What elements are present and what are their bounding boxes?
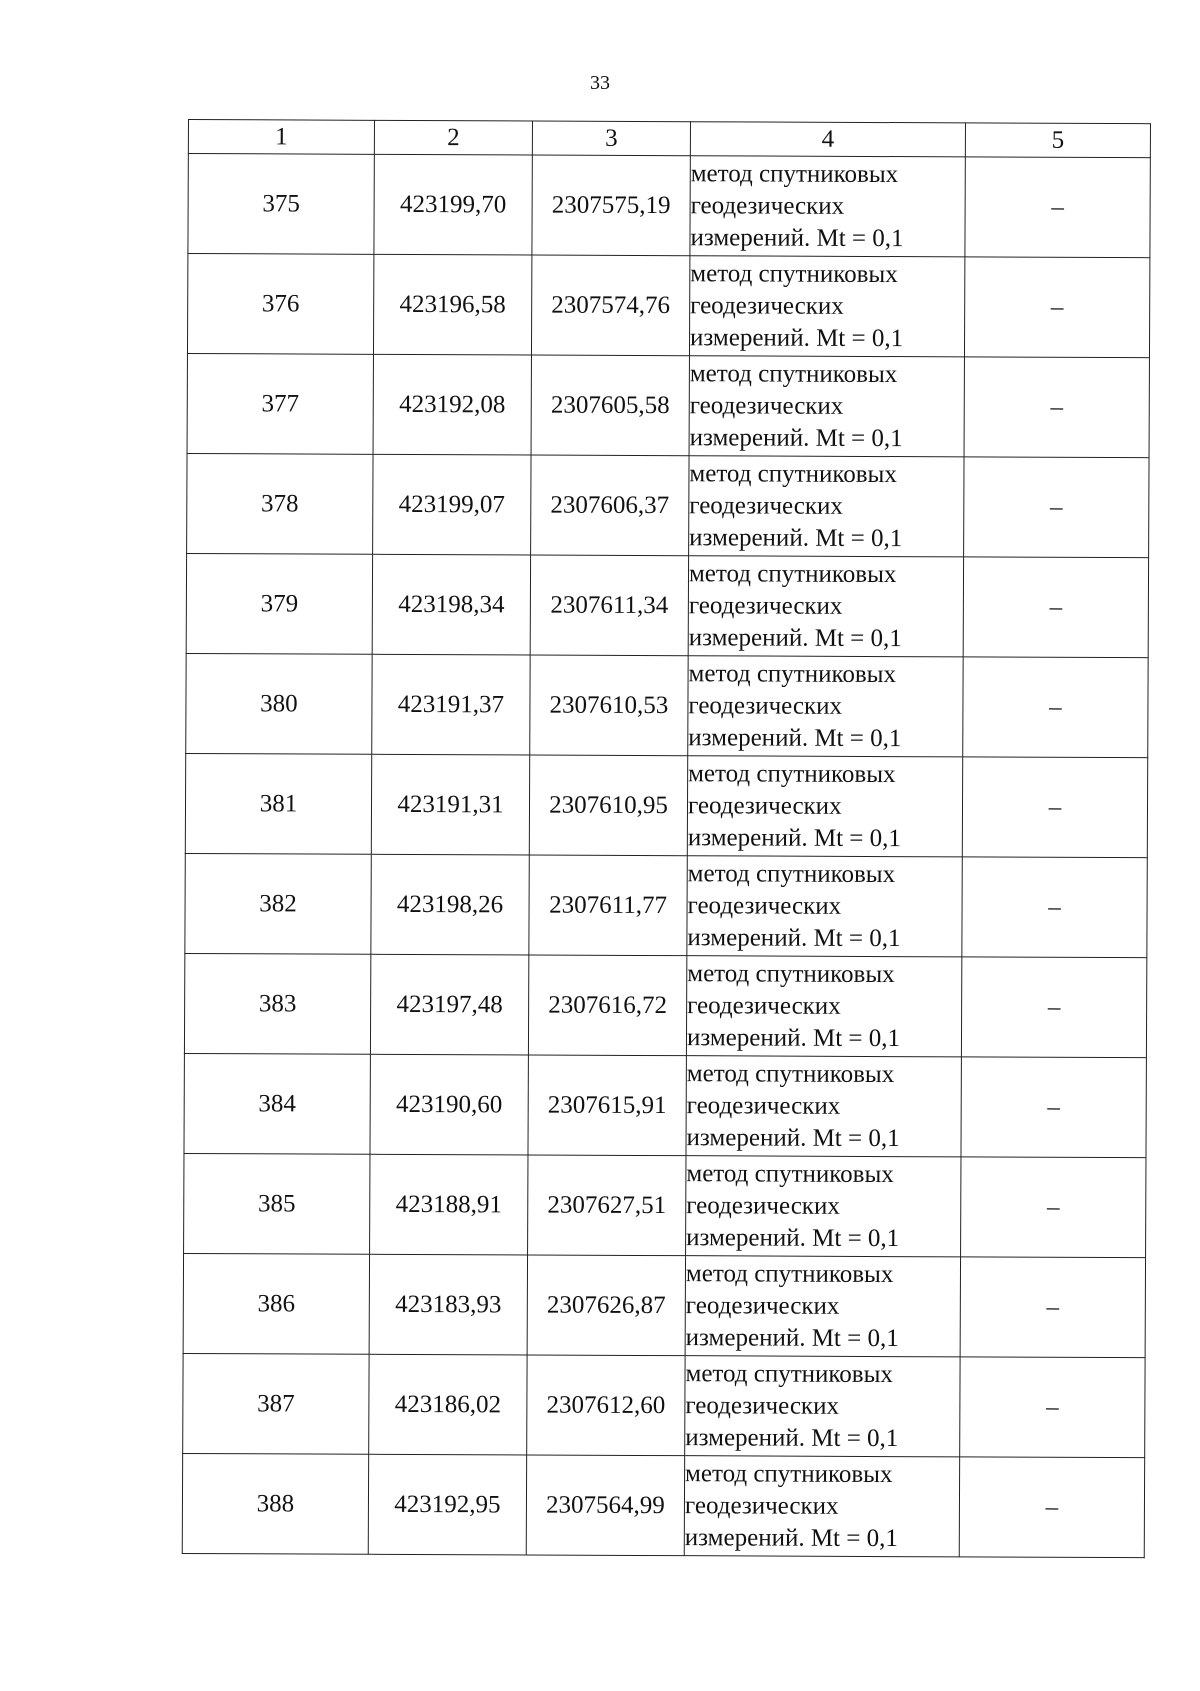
y-coordinate-cell: 2307606,37	[531, 455, 689, 556]
y-coordinate-cell: 2307626,87	[527, 1255, 685, 1356]
header-col-4: 4	[690, 122, 965, 157]
point-number-cell: 379	[186, 553, 372, 654]
x-coordinate-cell: 423183,93	[369, 1254, 527, 1355]
note-cell: –	[962, 857, 1147, 958]
table-row	[187, 453, 1149, 557]
y-coordinate-cell: 2307564,99	[526, 1455, 684, 1556]
method-line: измерений. Mt = 0,1	[690, 223, 904, 252]
method-line: геодезических	[687, 991, 841, 1020]
point-number-cell: 381	[185, 753, 371, 854]
method-line: метод спутниковых	[686, 1159, 894, 1188]
method-line: измерений. Mt = 0,1	[686, 1023, 901, 1052]
y-coordinate-cell: 2307611,34	[530, 555, 688, 656]
method-cell	[689, 456, 964, 557]
note-cell: –	[961, 1157, 1146, 1258]
note-cell: –	[963, 657, 1148, 758]
header-col-3: 3	[532, 121, 690, 156]
y-coordinate-cell: 2307610,53	[530, 655, 688, 756]
point-number-cell: 387	[183, 1353, 369, 1454]
coordinates-table	[182, 119, 1151, 1558]
note-cell: –	[964, 357, 1149, 458]
x-coordinate-cell: 423197,48	[370, 954, 528, 1055]
header-col-1: 1	[188, 120, 374, 155]
method-line: метод спутниковых	[690, 259, 898, 288]
table-row	[183, 1253, 1145, 1357]
table-row	[185, 753, 1147, 857]
x-coordinate-cell: 423192,95	[368, 1454, 526, 1555]
method-line: геодезических	[688, 591, 843, 620]
y-coordinate-cell: 2307627,51	[528, 1155, 686, 1256]
y-coordinate-cell: 2307605,58	[531, 355, 689, 456]
method-cell	[690, 156, 965, 257]
method-line: измерений. Mt = 0,1	[687, 923, 901, 952]
note-cell: –	[962, 757, 1147, 858]
method-line: измерений. Mt = 0,1	[686, 1223, 900, 1252]
table-row	[187, 254, 1149, 358]
table-row	[187, 353, 1149, 457]
table-row	[184, 953, 1146, 1057]
method-line: измерений. Mt = 0,1	[688, 623, 902, 652]
note-cell: –	[964, 457, 1149, 558]
method-line: геодезических	[689, 391, 844, 420]
y-coordinate-cell: 2307575,19	[532, 155, 690, 256]
method-line: измерений. Mt = 0,1	[689, 323, 904, 352]
table-row	[183, 1353, 1145, 1457]
method-cell	[687, 856, 962, 957]
note-cell: –	[960, 1357, 1145, 1458]
point-number-cell: 376	[187, 254, 373, 355]
note-cell: –	[960, 1257, 1145, 1358]
table-header	[188, 120, 1150, 158]
note-cell: –	[965, 157, 1150, 258]
method-line: измерений. Mt = 0,1	[688, 723, 902, 752]
point-number-cell: 386	[183, 1253, 369, 1354]
header-row	[188, 120, 1150, 158]
method-line: измерений. Mt = 0,1	[685, 1423, 899, 1452]
method-line: метод спутниковых	[687, 959, 895, 988]
note-cell: –	[959, 1457, 1144, 1558]
y-coordinate-cell: 2307574,76	[531, 255, 689, 356]
method-line: метод спутниковых	[686, 1059, 895, 1088]
method-line: геодезических	[686, 1091, 841, 1120]
method-cell	[685, 1356, 960, 1457]
method-line: метод спутниковых	[688, 659, 897, 688]
note-cell: –	[961, 957, 1146, 1058]
header-col-5: 5	[965, 123, 1150, 158]
point-number-cell: 385	[184, 1153, 370, 1254]
method-line: метод спутниковых	[685, 1459, 893, 1488]
method-line: метод спутниковых	[689, 459, 897, 488]
method-cell	[689, 356, 964, 457]
method-line: геодезических	[685, 1391, 840, 1420]
method-line: метод спутниковых	[690, 159, 899, 188]
method-cell	[689, 256, 964, 357]
point-number-cell: 375	[188, 154, 374, 255]
table-body	[182, 154, 1150, 1558]
note-cell: –	[964, 257, 1149, 358]
method-cell	[684, 1456, 959, 1557]
method-line: геодезических	[687, 791, 842, 820]
method-cell	[687, 756, 962, 857]
method-line: метод спутниковых	[685, 1259, 894, 1288]
x-coordinate-cell: 423198,26	[371, 854, 529, 955]
method-cell	[686, 1156, 961, 1257]
point-number-cell: 382	[185, 853, 371, 954]
point-number-cell: 384	[184, 1053, 370, 1154]
method-cell	[686, 956, 961, 1057]
method-line: измерений. Mt = 0,1	[686, 1123, 900, 1152]
method-cell	[688, 556, 963, 657]
point-number-cell: 388	[182, 1453, 368, 1554]
method-line: измерений. Mt = 0,1	[685, 1323, 899, 1352]
x-coordinate-cell: 423199,07	[373, 454, 531, 555]
method-line: геодезических	[688, 691, 843, 720]
method-line: геодезических	[690, 191, 845, 220]
x-coordinate-cell: 423191,31	[371, 754, 529, 855]
x-coordinate-cell: 423191,37	[372, 654, 530, 755]
y-coordinate-cell: 2307610,95	[529, 755, 687, 856]
method-line: измерений. Mt = 0,1	[687, 823, 902, 852]
method-line: геодезических	[689, 491, 843, 520]
point-number-cell: 378	[187, 453, 373, 554]
table-row	[182, 1453, 1144, 1557]
method-line: измерений. Mt = 0,1	[689, 423, 903, 452]
x-coordinate-cell: 423199,70	[374, 154, 532, 255]
method-line: метод спутниковых	[688, 559, 897, 588]
page-number: 33	[590, 72, 610, 94]
table-row	[185, 853, 1147, 957]
point-number-cell: 383	[184, 953, 370, 1054]
x-coordinate-cell: 423188,91	[370, 1154, 528, 1255]
method-line: геодезических	[687, 891, 842, 920]
y-coordinate-cell: 2307616,72	[528, 955, 686, 1056]
table-row	[186, 553, 1148, 657]
x-coordinate-cell: 423190,60	[370, 1054, 528, 1155]
method-line: метод спутниковых	[685, 1359, 893, 1388]
method-line: геодезических	[685, 1291, 840, 1320]
method-cell	[688, 656, 963, 757]
x-coordinate-cell: 423198,34	[372, 554, 530, 655]
header-col-2: 2	[374, 120, 532, 155]
point-number-cell: 380	[186, 653, 372, 754]
y-coordinate-cell: 2307615,91	[528, 1055, 686, 1156]
y-coordinate-cell: 2307611,77	[529, 855, 687, 956]
method-line: метод спутниковых	[688, 759, 896, 788]
method-line: измерений. Mt = 0,1	[689, 523, 903, 552]
method-cell	[685, 1256, 960, 1357]
method-line: геодезических	[690, 291, 844, 320]
y-coordinate-cell: 2307612,60	[527, 1355, 685, 1456]
table-row	[186, 653, 1148, 757]
point-number-cell: 377	[187, 353, 373, 454]
x-coordinate-cell: 423192,08	[373, 354, 531, 455]
table-row	[184, 1053, 1146, 1157]
method-cell	[686, 1056, 961, 1157]
table-row	[188, 154, 1150, 258]
x-coordinate-cell: 423196,58	[373, 254, 531, 355]
x-coordinate-cell: 423186,02	[369, 1354, 527, 1455]
method-line: геодезических	[684, 1491, 839, 1520]
method-line: метод спутниковых	[687, 859, 896, 888]
table-row	[184, 1153, 1146, 1257]
method-line: геодезических	[686, 1191, 840, 1220]
note-cell: –	[961, 1057, 1146, 1158]
note-cell: –	[963, 557, 1148, 658]
method-line: метод спутниковых	[689, 359, 898, 388]
method-line: измерений. Mt = 0,1	[684, 1523, 898, 1552]
